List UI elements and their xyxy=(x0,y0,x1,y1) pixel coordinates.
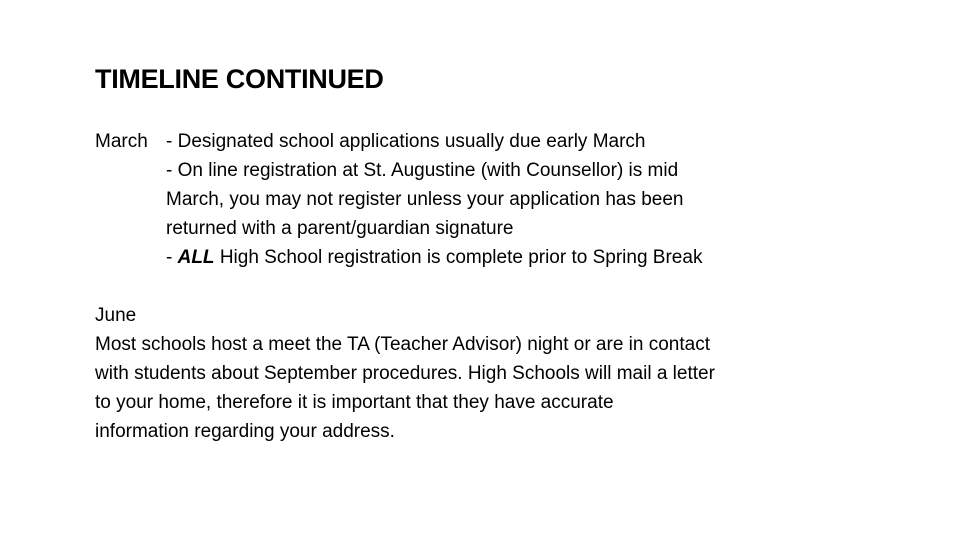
march-item-2-line-1: - On line registration at St. Augustine (with Counsellor) is mid xyxy=(166,160,679,181)
march-item-1: - Designated school applications usually due early March xyxy=(166,131,646,152)
march-section xyxy=(95,127,855,272)
march-item-3-emphasis: ALL xyxy=(177,247,215,268)
slide-title: TIMELINE CONTINUED xyxy=(95,64,384,94)
june-label: June xyxy=(95,305,137,326)
march-items xyxy=(166,127,786,272)
june-line-1: Most schools host a meet the TA (Teacher Advisor) night or are in contact xyxy=(95,334,710,355)
slide-body xyxy=(95,127,855,446)
march-label: March xyxy=(95,131,148,152)
june-section xyxy=(95,301,855,446)
march-item-3-dash: - xyxy=(166,247,178,268)
march-item-2-line-3: returned with a parent/guardian signature xyxy=(166,218,514,239)
june-line-2: with students about September procedures. High Schools will mail a letter xyxy=(95,363,715,384)
june-line-3: to your home, therefore it is important that they have accurate xyxy=(95,392,614,413)
march-item-2-line-2: March, you may not register unless your application has been xyxy=(166,189,684,210)
june-line-4: information regarding your address. xyxy=(95,421,395,442)
march-item-3 xyxy=(166,243,786,272)
march-item-3-text: High School registration is complete prior to Spring Break xyxy=(214,247,703,268)
